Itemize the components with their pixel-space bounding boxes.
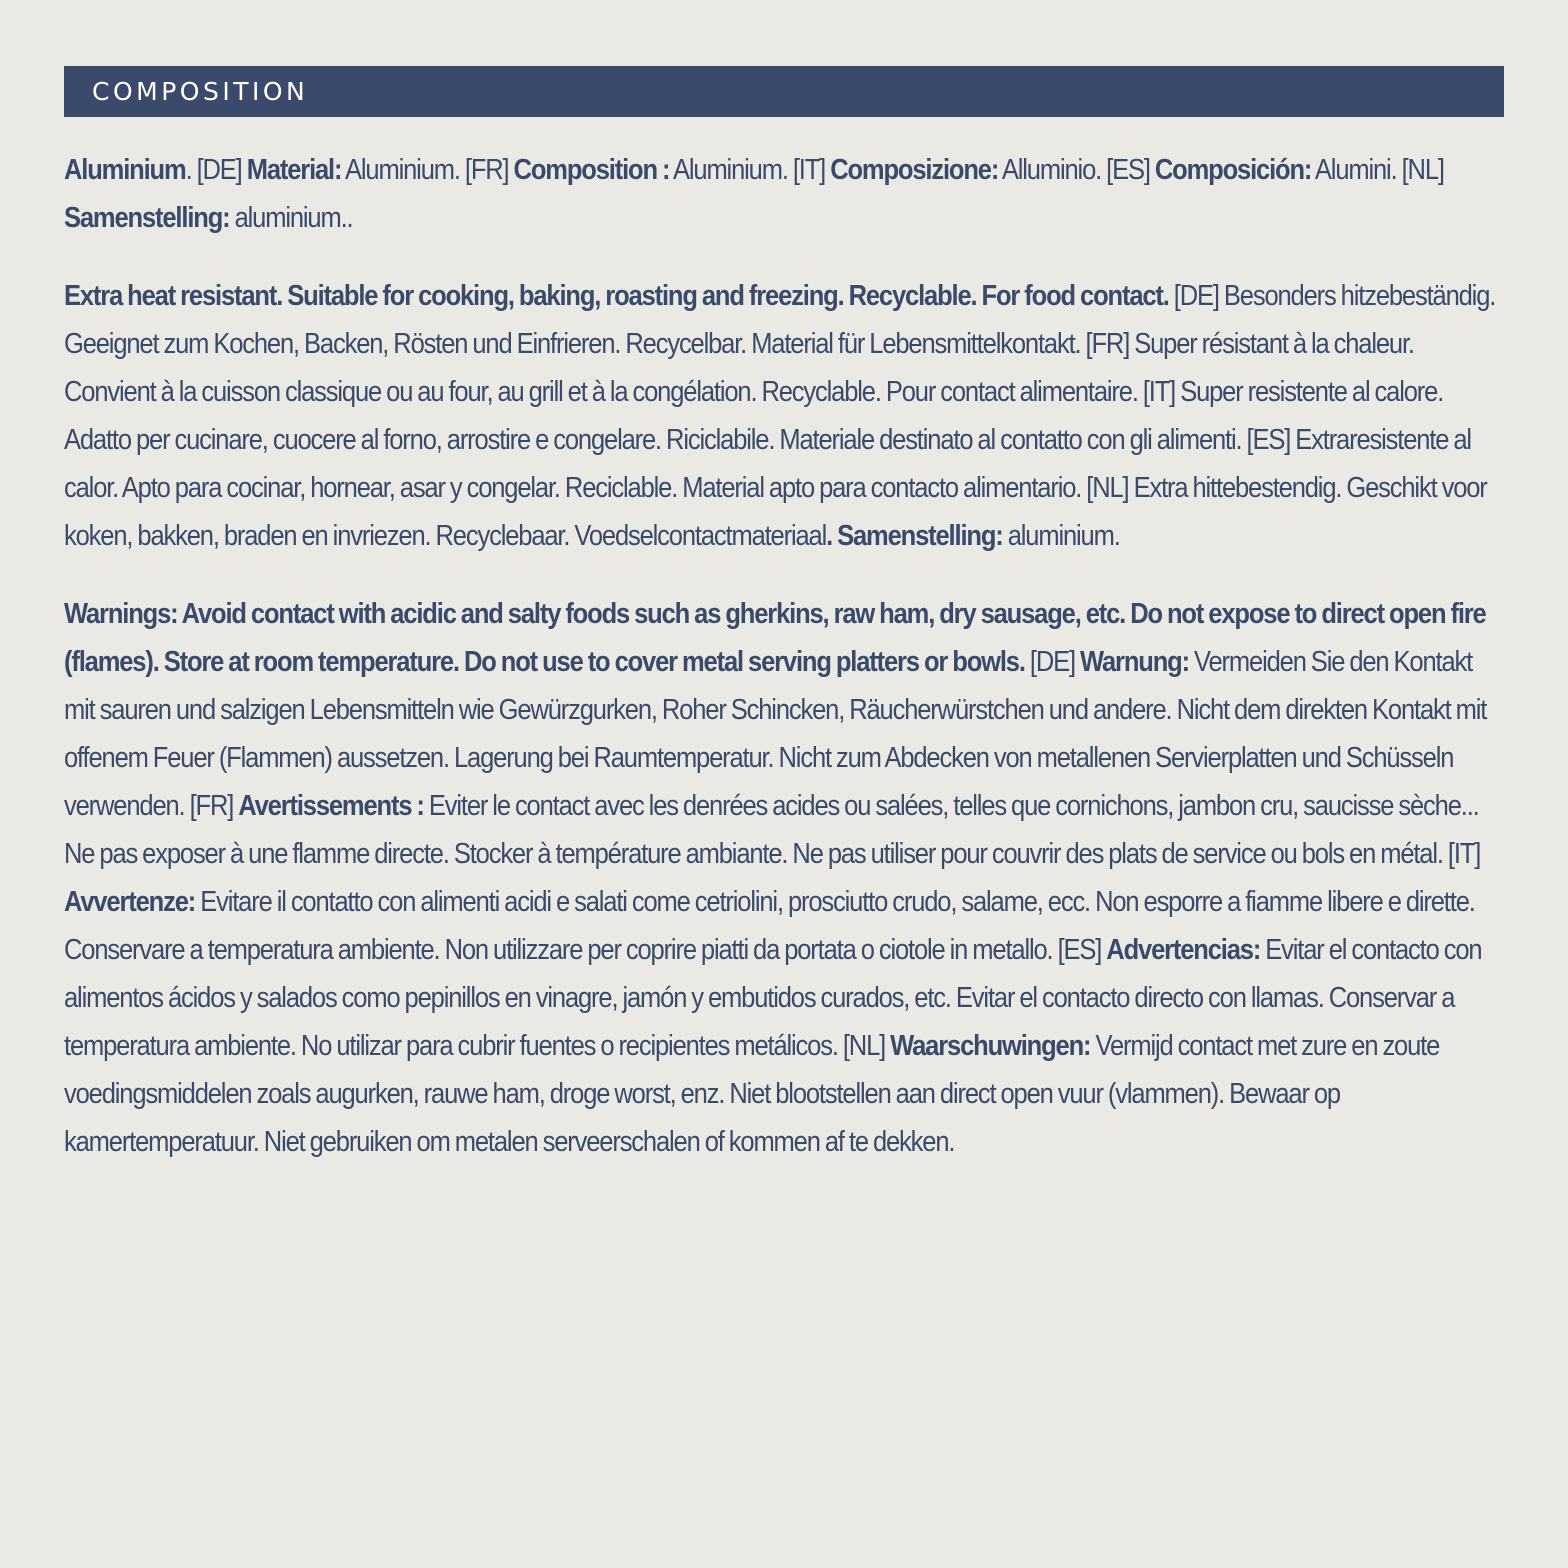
properties-translations: [DE] Besonders hitzebeständig. Geeignet zum Kochen, Backen, Rösten und Einfrieren. Recycelbar. Material für Lebensmittelkontakt. [FR] Super résistant à la chaleur. Convient à la cuisson classique ou au four, au grill et à la congélation. Recyclable. Pour contact alimentaire. [IT] Super resistente al calore. Adatto per cucinare, cuocere al forno, arrostire e congelare. Riciclabile. Materiale destinato al contatto con gli alimenti. [ES] Extraresistente al calor. Apto para cocinar, hornear, asar y congelar. Reciclable. Material apto para contacto alimentario. [NL] Extra hittebestendig. Geschikt voor koken, bakken, braden en invriezen. Recyclebaar. Voedselcontactmateriaal [64,280,1496,552]
nl-composition-value: aluminium.. [229,202,353,234]
composition-header-bar [64,66,1504,117]
warnings-de-text: Vermeiden Sie den Kontakt mit sauren und salzigen Lebensmitteln wie Gewürzgurken, Roher Schincken, Räucherwürstchen und andere. Nicht dem direkten Kontakt mit offenem Feuer (Flammen) aussetzen. Lagerung bei Raumtemperatur. Nicht zum Abdecken von metallenen Servierplatten und Schüsseln verwenden. [FR] [64,646,1487,822]
warnings-it-label: Avvertenze: [64,886,196,918]
nl-composition-label: Samenstelling: [64,202,230,234]
warnings-paragraph [64,590,1504,1166]
es-composition-value: Alumini. [NL] [1311,154,1444,186]
warnings-de-tag: [DE] [1024,646,1081,678]
material-en: Aluminium [64,154,186,186]
properties-paragraph [64,272,1504,560]
es-composition-label: Composición: [1154,154,1312,186]
properties-en: Extra heat resistant. Suitable for cooking, baking, roasting and freezing. Recyclable. For food contact. [64,280,1169,312]
warnings-es-text: Evitar el contacto con alimentos ácidos y salados como pepinillos en vinagre, jamón y embutidos curados, etc. Evitar el contacto directo con llamas. Conservar a temperatura ambiente. No utilizar para cubrir fuentes o recipientes metálicos. [NL] [64,934,1482,1062]
warnings-nl-label: Waarschuwingen: [890,1030,1091,1062]
it-composition-label: Composizione: [830,154,999,186]
section-title: COMPOSITION [92,77,309,106]
warnings-it-text: Evitare il contatto con alimenti acidi e salati come cetriolini, prosciutto crudo, salame, ecc. Non esporre a fiamme libere e dirette. Conservare a temperatura ambiente. Non utilizzare per coprire piatti da portata o ciotole in metallo. [ES] [64,886,1475,966]
composition-paragraph [64,146,1504,242]
properties-nl-label: . Samenstelling: [826,520,1003,552]
fr-composition-value: Aluminium. [IT] [669,154,831,186]
properties-nl-value: aluminium. [1002,520,1120,552]
it-composition-value: Alluminio. [ES] [998,154,1155,186]
fr-composition-label: Composition : [513,154,670,186]
warnings-fr-label: Avertissements : [238,790,424,822]
warnings-en: Warnings: Avoid contact with acidic and salty foods such as gherkins, raw ham, dry sausage, etc. Do not expose to direct open fire (flames). Store at room temperature. Do not use to cover metal serving platters or bowls. [64,598,1486,678]
composition-content [64,146,1504,1196]
de-material-label: Material: [246,154,342,186]
warnings-nl-text: Vermijd contact met zure en zoute voedingsmiddelen zoals augurken, rauwe ham, droge worst, enz. Niet blootstellen aan direct open vuur (vlammen). Bewaar op kamertemperatuur. Niet gebruiken om metalen serveerschalen of kommen af te dekken. [64,1030,1440,1158]
warnings-es-label: Advertencias: [1106,934,1261,966]
warnings-de-label: Warnung: [1080,646,1189,678]
warnings-fr-text: Eviter le contact avec les denrées acides ou salées, telles que cornichons, jambon cru, saucisse sèche... Ne pas exposer à une flamme directe. Stocker à température ambiante. Ne pas utiliser pour couvrir des plats de service ou bols en métal. [IT] [64,790,1481,870]
de-material-value: Aluminium. [FR] [341,154,514,186]
de-tag: . [DE] [185,154,247,186]
